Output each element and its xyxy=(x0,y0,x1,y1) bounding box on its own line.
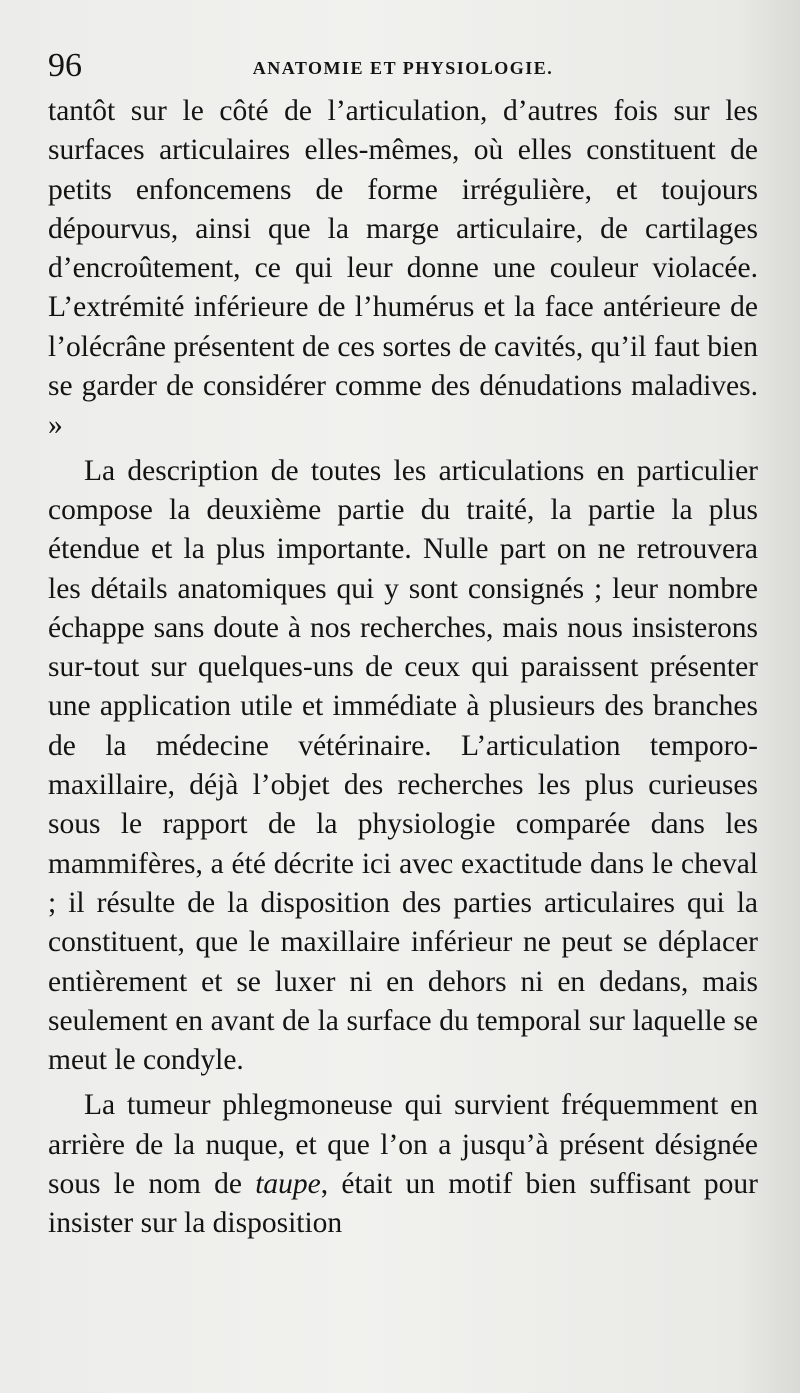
paragraph-taupe-term: taupe xyxy=(255,1168,321,1201)
body-text xyxy=(48,92,758,1244)
page-number: 96 xyxy=(48,47,82,84)
page-header xyxy=(48,44,758,88)
paragraph-taupe-text-before: La tumeur phlegmoneuse qui survient fréquemment en arrière de la nuque, et que l’on a jusqu’à présent désignée sous le nom de xyxy=(48,1089,758,1201)
paragraph-articulations: La description de toutes les articulations en particulier compose la deuxième partie du traité, la partie la plus étendue et la plus importante. Nulle part on ne retrouvera les détails anatomiques qui y sont consignés ; leur nombre échappe sans doute à nos recherches, mais nous insisterons sur-tout sur quelques-uns de ceux qui paraissent présenter une application utile et immédiate à plusieurs des branches de la médecine vétérinaire. L’articulation temporo-maxillaire, déjà l’objet des recherches les plus curieuses sous le rapport de la physiologie comparée dans les mammifères, a été décrite ici avec exactitude dans le cheval ; il résulte de la disposition des parties articulaires qui la constituent, que le maxillaire inférieur ne peut se déplacer entièrement et se luxer ni en dehors ni en dedans, mais seulement en avant de la surface du temporal sur laquelle se meut le condyle. xyxy=(48,454,758,1077)
paragraph-taupe-text-after: , était un motif bien suffisant pour insister sur la disposition xyxy=(48,1168,758,1240)
paragraph-taupe xyxy=(48,1086,758,1243)
running-head: ANATOMIE ET PHYSIOLOGIE. xyxy=(252,58,554,78)
paragraph-continuation: tantôt sur le côté de l’articulation, d’autres fois sur les surfaces articulaires elles-mêmes, où elles constituent de petits enfoncemens de forme irrégulière, et toujours dépourvus, ainsi que la marge articulaire, de cartilages d’encroûtement, ce qui leur donne une couleur violacée. L’extrémité inférieure de l’humérus et la face antérieure de l’olécrâne présentent de ces sortes de cavités, qu’il faut bien se garder de considérer comme des dénudations maladives. » xyxy=(48,95,758,442)
